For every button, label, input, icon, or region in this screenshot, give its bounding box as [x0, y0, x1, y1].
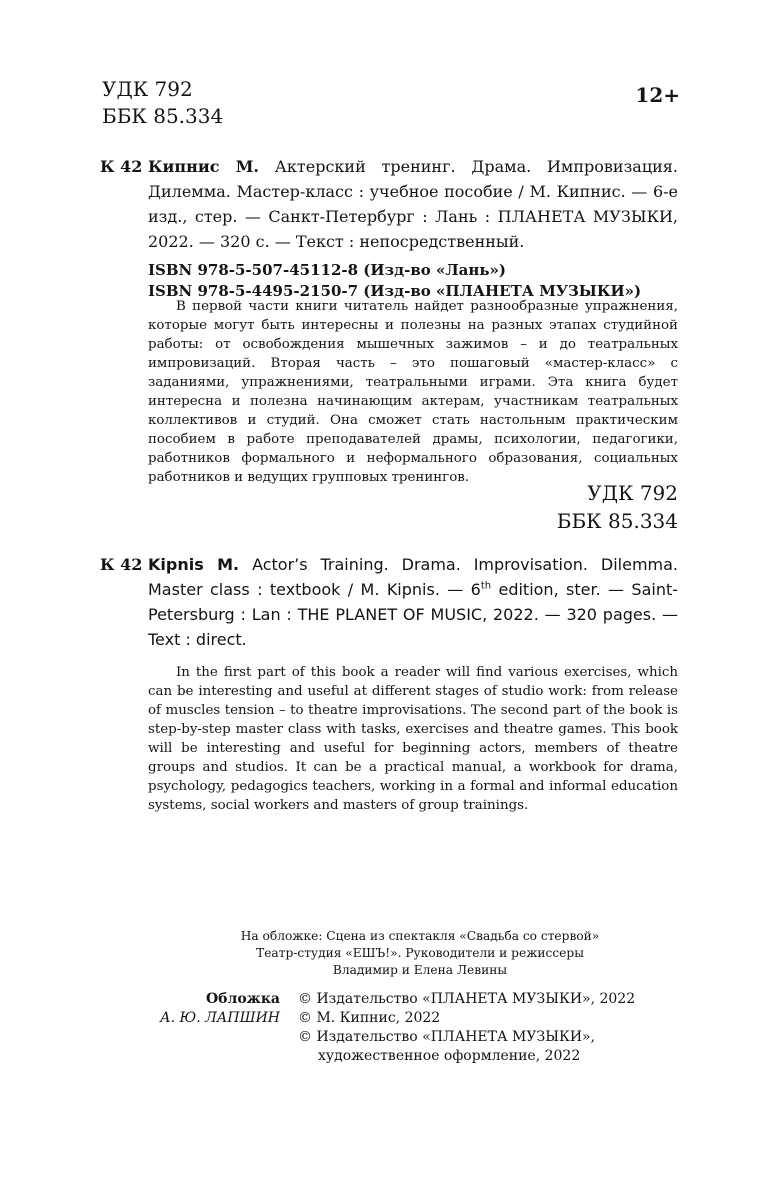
en-author: Kipnis M.	[148, 555, 240, 574]
ru-catalog-code: К 42	[100, 157, 143, 176]
en-description-a: Actor’s Training. Drama. Improvisation. Dilemma. Master class : textbook / M. Kipnis. — 6	[148, 555, 679, 599]
bbk-code: ББК 85.334	[102, 104, 224, 128]
ru-bibliographic-entry	[100, 154, 678, 302]
age-rating: 12+	[635, 83, 680, 107]
cover-label: Обложка	[205, 991, 280, 1007]
copyright-line: © Издательство «ПЛАНЕТА МУЗЫКИ»,	[298, 1029, 596, 1045]
en-entry-text	[148, 552, 678, 652]
bbk-code-right: ББК 85.334	[556, 509, 678, 533]
isbn-block	[148, 260, 678, 302]
en-abstract: In the first part of this book a reader will find various exercises, which can be interesting and useful at different stages of studio work: from release of muscles tension – to theatre improvisations. The second part of the book is step-by-step master class with tasks, exercises and theatre games. This book will be interesting and useful for beginning actors, members of theatre groups and studios. It can be a practical manual, a workbook for drama, psychology, pedagogics teachers, working in a formal and informal education systems, social workers and masters of group trainings.	[148, 665, 678, 813]
udk-right-block	[557, 479, 678, 535]
copyright-list	[298, 990, 718, 1066]
cover-note-line: На обложке: Сцена из спектакля «Свадьба со стервой»	[240, 929, 600, 943]
copyright-line: художественное оформление, 2022	[318, 1048, 581, 1064]
en-bibliographic-entry	[100, 552, 678, 652]
cover-note-line: Владимир и Елена Левины	[332, 963, 508, 977]
ru-description: Актерский тренинг. Драма. Импровизация. Дилемма. Мастер-класс : учебное пособие / М. Кипнис. — 6-е изд., стер. — Санкт-Петербург : Лань : ПЛАНЕТА МУЗЫКИ, 2022. — 320 с. — Текст : непосредственный.	[148, 157, 678, 251]
copyright-line: © Издательство «ПЛАНЕТА МУЗЫКИ», 2022	[298, 991, 636, 1007]
ru-author: Кипнис М.	[148, 157, 259, 176]
udk-header-block	[102, 76, 223, 130]
cover-artist: А. Ю. ЛАПШИН	[160, 1010, 280, 1026]
en-edition-sup: th	[480, 580, 492, 592]
ru-entry-text	[148, 154, 678, 254]
en-description-b: edition, ster. — Saint-Petersburg : Lan : THE PLANET OF MUSIC, 2022. — 320 pages. — Text : direct.	[148, 580, 679, 649]
cover-credit	[100, 990, 280, 1028]
isbn-planeta: ISBN 978-5-4495-2150-7 (Изд-во «ПЛАНЕТА МУЗЫКИ»)	[148, 282, 642, 300]
udk-code-right: УДК 792	[587, 481, 678, 505]
copyright-line: © М. Кипнис, 2022	[298, 1010, 441, 1026]
cover-note	[200, 928, 640, 979]
udk-code: УДК 792	[102, 77, 193, 101]
ru-abstract: В первой части книги читатель найдет разнообразные упражнения, которые могут быть интересны и полезны на разных этапах студийной работы: от освобождения мышечных зажимов – и до театральных импровизаций. Вторая часть – это пошаговый «мастер-класс» с заданиями, упражнениями, театральными играми. Эта книга будет интересна и полезна начинающим актерам, участникам театральных коллективов и студий. Она сможет стать настольным практическим пособием в работе преподавателей драмы, психологии, педагогики, работников формального и неформального образования, социальных работников и ведущих групповых тренингов.	[148, 299, 678, 485]
isbn-lan: ISBN 978-5-507-45112-8 (Изд-во «Лань»)	[148, 261, 506, 279]
en-catalog-code: К 42	[100, 555, 143, 574]
cover-note-line: Театр-студия «ЕШЪ!». Руководители и режиссеры	[256, 946, 584, 960]
